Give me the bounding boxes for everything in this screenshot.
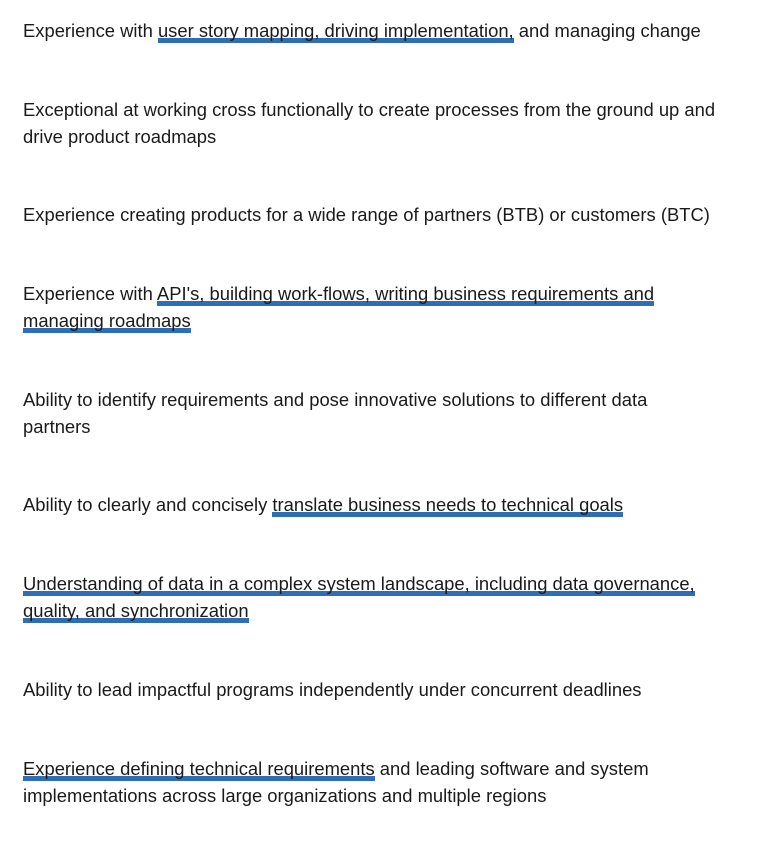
- item-text: Experience creating products for a wide range of partners (BTB) or customers (BTC): [23, 204, 710, 225]
- list-item: [23, 18, 758, 45]
- item-text: Experience with: [23, 283, 157, 304]
- highlighted-text: user story mapping, driving implementation,: [157, 20, 514, 41]
- list-item: [23, 202, 758, 229]
- list-item: [23, 571, 733, 624]
- item-text: Ability to lead impactful programs independently under concurrent deadlines: [23, 679, 642, 700]
- item-text: and managing change: [513, 20, 701, 41]
- highlighted-text: API's, building work-flows, writing business requirements and managing roadmaps: [23, 283, 655, 331]
- list-item: [23, 387, 703, 440]
- highlighted-text: Understanding of data in a complex system landscape, including data governance, quality, and synchronization: [23, 573, 695, 621]
- item-text: Experience with: [23, 20, 158, 41]
- item-text: and leading software and system implementations across large organizations and multiple regions: [23, 758, 649, 806]
- list-item: [23, 492, 758, 519]
- list-item: [23, 281, 703, 334]
- highlighted-text: Experience defining technical requirements: [23, 758, 375, 779]
- item-text: Ability to identify requirements and pose innovative solutions to different data partners: [23, 389, 648, 437]
- list-item: [23, 677, 758, 704]
- item-text: Ability to clearly and concisely: [23, 494, 273, 515]
- highlighted-text: translate business needs to technical goals: [272, 494, 624, 515]
- list-item: [23, 97, 758, 150]
- item-text: Exceptional at working cross functionally to create processes from the ground up and drive product roadmaps: [23, 99, 716, 147]
- list-item: [23, 756, 703, 809]
